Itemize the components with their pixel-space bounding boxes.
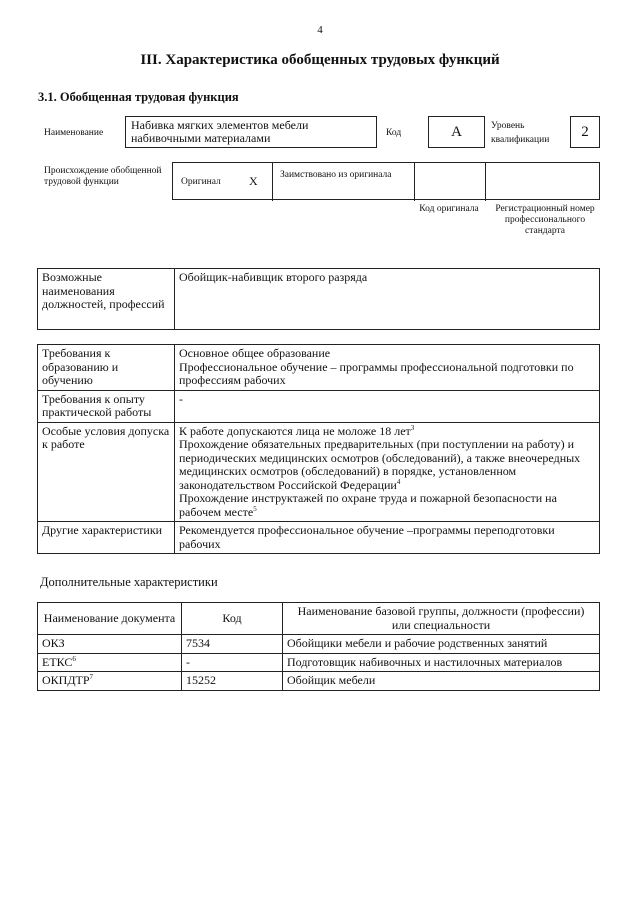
positions-label: Возможные наименования должностей, профессий bbox=[38, 269, 175, 330]
row-name: Подготовщик набивочных и настилочных материалов bbox=[283, 653, 600, 672]
function-name-value: Набивка мягких элементов мебели набивочными материалами bbox=[131, 118, 309, 145]
education-label: Требования к образованию и обучению bbox=[38, 345, 175, 391]
row-code: 7534 bbox=[182, 635, 283, 654]
footnote-mark: 3 bbox=[410, 423, 415, 432]
requirements-table bbox=[37, 344, 600, 554]
condition-line: Прохождение инструктажей по охране труда и пожарной безопасности на рабочем месте bbox=[179, 491, 557, 519]
condition-line: Прохождение обязательных предварительных (при поступлении на работу) и периодических медицинских осмотров (обследований), а также внеочередных медицинских осмотров (обследований) в порядке, установленном законодательством Российской Федерации bbox=[179, 437, 581, 492]
level-label: Уровень квалификации bbox=[491, 121, 550, 145]
subsection-title: 3.1. Обобщенная трудовая функция bbox=[38, 90, 239, 104]
divider bbox=[272, 163, 273, 201]
row-code: - bbox=[182, 653, 283, 672]
additional-table bbox=[37, 602, 600, 691]
footnote-mark: 5 bbox=[253, 504, 257, 513]
borrowed-label: Заимствовано из оригинала bbox=[280, 170, 392, 180]
function-name-box bbox=[125, 116, 377, 148]
education-line: Основное общее образование bbox=[179, 346, 331, 360]
row-document: ОКПДТР bbox=[42, 673, 90, 687]
code-caption: Код оригинала bbox=[419, 204, 479, 214]
level-box bbox=[570, 116, 600, 148]
divider bbox=[485, 163, 486, 201]
page-number: 4 bbox=[317, 24, 323, 36]
code-value: А bbox=[451, 124, 462, 140]
original-mark: Х bbox=[249, 174, 258, 188]
row-name: Обойщики мебели и рабочие родственных занятий bbox=[283, 635, 600, 654]
footnote-mark: 7 bbox=[89, 673, 94, 681]
reg-caption: Регистрационный номер профессионального стандарта bbox=[495, 204, 595, 236]
original-label: Оригинал bbox=[181, 177, 221, 187]
special-conditions-label: Особые условия допуска к работе bbox=[38, 422, 175, 522]
footnote-mark: 4 bbox=[396, 477, 401, 486]
education-line: Профессиональное обучение – программы профессиональной подготовки по профессиям рабочих bbox=[179, 359, 574, 387]
row-code: 15252 bbox=[182, 672, 283, 691]
additional-title: Дополнительные характеристики bbox=[40, 575, 218, 589]
header-group-name: Наименование базовой группы, должности (профессии) или специальности bbox=[283, 603, 600, 635]
row-document: ОКЗ bbox=[42, 636, 65, 650]
row-document: ЕТКС bbox=[42, 654, 73, 669]
name-label: Наименование bbox=[44, 128, 104, 138]
positions-value: Обойщик-набивщик второго разряда bbox=[175, 269, 600, 330]
divider bbox=[414, 163, 415, 201]
origin-label: Происхождение обобщенной трудовой функции bbox=[44, 166, 162, 187]
header-document: Наименование документа bbox=[38, 603, 182, 635]
table-row bbox=[38, 672, 600, 691]
table-row bbox=[38, 653, 600, 672]
other-value: Рекомендуется профессиональное обучение –программы переподготовки рабочих bbox=[175, 522, 600, 554]
code-box bbox=[428, 116, 485, 148]
header-code: Код bbox=[182, 603, 283, 635]
row-name: Обойщик мебели bbox=[283, 672, 600, 691]
experience-value: - bbox=[175, 390, 600, 422]
footnote-mark: 6 bbox=[72, 654, 76, 663]
origin-table bbox=[172, 162, 600, 200]
other-label: Другие характеристики bbox=[38, 522, 175, 554]
experience-label: Требования к опыту практической работы bbox=[38, 390, 175, 422]
level-value: 2 bbox=[581, 124, 589, 140]
code-label: Код bbox=[386, 128, 402, 138]
condition-line: К работе допускаются лица не моложе 18 лет bbox=[179, 423, 411, 438]
positions-table bbox=[37, 268, 600, 330]
section-title: III. Характеристика обобщенных трудовых функций bbox=[140, 52, 500, 68]
table-row bbox=[38, 635, 600, 654]
